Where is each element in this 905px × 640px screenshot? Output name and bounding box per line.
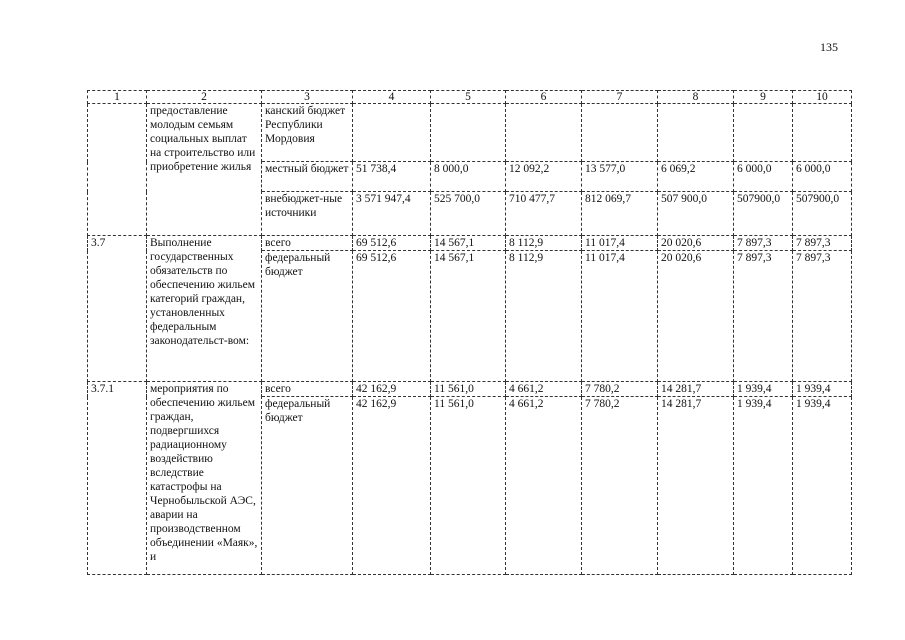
column-number: 3 bbox=[262, 91, 353, 104]
value-cell: 13 577,0 bbox=[582, 162, 658, 192]
column-number: 9 bbox=[734, 91, 793, 104]
value-cell bbox=[582, 104, 658, 162]
value-cell: 12 092,2 bbox=[506, 162, 582, 192]
value-cell: 7 780,2 bbox=[582, 381, 658, 396]
funding-source-cell: внебюджет-ные источники bbox=[262, 192, 353, 236]
value-cell: 11 561,0 bbox=[431, 381, 506, 396]
value-cell: 1 939,4 bbox=[793, 397, 852, 575]
funding-source-cell: федеральный бюджет bbox=[262, 397, 353, 575]
funding-source-cell: местный бюджет bbox=[262, 162, 353, 192]
item-name-cell: предоставление молодым семьям социальных выплат на строительство или приобретение жилья bbox=[147, 104, 262, 236]
value-cell: 14 281,7 bbox=[658, 381, 734, 396]
value-cell: 710 477,7 bbox=[506, 192, 582, 236]
item-name-cell: мероприятия по обеспечению жильем граждан, подвергшихся радиационному воздействию вследствие катастрофы на Чернобыльской АЭС, аварии на производственном объединении «Маяк», и bbox=[147, 381, 262, 574]
value-cell: 1 939,4 bbox=[734, 397, 793, 575]
column-number-row bbox=[88, 91, 852, 104]
column-number: 8 bbox=[658, 91, 734, 104]
value-cell bbox=[658, 104, 734, 162]
value-cell: 7 897,3 bbox=[793, 251, 852, 382]
value-cell: 525 700,0 bbox=[431, 192, 506, 236]
column-number: 4 bbox=[353, 91, 431, 104]
funding-source-cell: канский бюджет Республики Мордовия bbox=[262, 104, 353, 162]
item-number-cell bbox=[88, 104, 147, 236]
value-cell bbox=[793, 104, 852, 162]
funding-source-cell: всего bbox=[262, 235, 353, 250]
value-cell: 14 281,7 bbox=[658, 397, 734, 575]
value-cell: 6 069,2 bbox=[658, 162, 734, 192]
item-number-cell: 3.7.1 bbox=[88, 381, 147, 574]
table-row bbox=[88, 235, 852, 250]
page-number: 135 bbox=[820, 40, 838, 54]
value-cell bbox=[734, 104, 793, 162]
value-cell: 11 017,4 bbox=[582, 235, 658, 250]
value-cell: 11 017,4 bbox=[582, 251, 658, 382]
value-cell: 8 112,9 bbox=[506, 235, 582, 250]
value-cell: 3 571 947,4 bbox=[353, 192, 431, 236]
column-number: 5 bbox=[431, 91, 506, 104]
value-cell bbox=[506, 104, 582, 162]
value-cell: 20 020,6 bbox=[658, 235, 734, 250]
value-cell bbox=[353, 104, 431, 162]
value-cell: 1 939,4 bbox=[734, 381, 793, 396]
column-number: 6 bbox=[506, 91, 582, 104]
value-cell: 507900,0 bbox=[793, 192, 852, 236]
value-cell: 42 162,9 bbox=[353, 381, 431, 396]
item-name-cell: Выполнение государственных обязательств по обеспечению жильем категорий граждан, установленных федеральным законодательст-вом: bbox=[147, 235, 262, 381]
value-cell: 69 512,6 bbox=[353, 235, 431, 250]
value-cell: 11 561,0 bbox=[431, 397, 506, 575]
value-cell: 812 069,7 bbox=[582, 192, 658, 236]
budget-table bbox=[87, 90, 852, 575]
value-cell bbox=[431, 104, 506, 162]
value-cell: 507900,0 bbox=[734, 192, 793, 236]
value-cell: 507 900,0 bbox=[658, 192, 734, 236]
value-cell: 4 661,2 bbox=[506, 397, 582, 575]
value-cell: 69 512,6 bbox=[353, 251, 431, 382]
value-cell: 7 780,2 bbox=[582, 397, 658, 575]
column-number: 2 bbox=[147, 91, 262, 104]
column-number: 7 bbox=[582, 91, 658, 104]
funding-source-cell: федеральный бюджет bbox=[262, 251, 353, 382]
value-cell: 14 567,1 bbox=[431, 235, 506, 250]
value-cell: 20 020,6 bbox=[658, 251, 734, 382]
column-number: 1 bbox=[88, 91, 147, 104]
value-cell: 6 000,0 bbox=[734, 162, 793, 192]
item-number-cell: 3.7 bbox=[88, 235, 147, 381]
value-cell: 7 897,3 bbox=[793, 235, 852, 250]
funding-source-cell: всего bbox=[262, 381, 353, 396]
table-row bbox=[88, 381, 852, 396]
table-row bbox=[88, 104, 852, 162]
value-cell: 6 000,0 bbox=[793, 162, 852, 192]
value-cell: 1 939,4 bbox=[793, 381, 852, 396]
column-number: 10 bbox=[793, 91, 852, 104]
value-cell: 8 112,9 bbox=[506, 251, 582, 382]
value-cell: 7 897,3 bbox=[734, 251, 793, 382]
value-cell: 14 567,1 bbox=[431, 251, 506, 382]
value-cell: 51 738,4 bbox=[353, 162, 431, 192]
value-cell: 7 897,3 bbox=[734, 235, 793, 250]
value-cell: 4 661,2 bbox=[506, 381, 582, 396]
value-cell: 42 162,9 bbox=[353, 397, 431, 575]
value-cell: 8 000,0 bbox=[431, 162, 506, 192]
